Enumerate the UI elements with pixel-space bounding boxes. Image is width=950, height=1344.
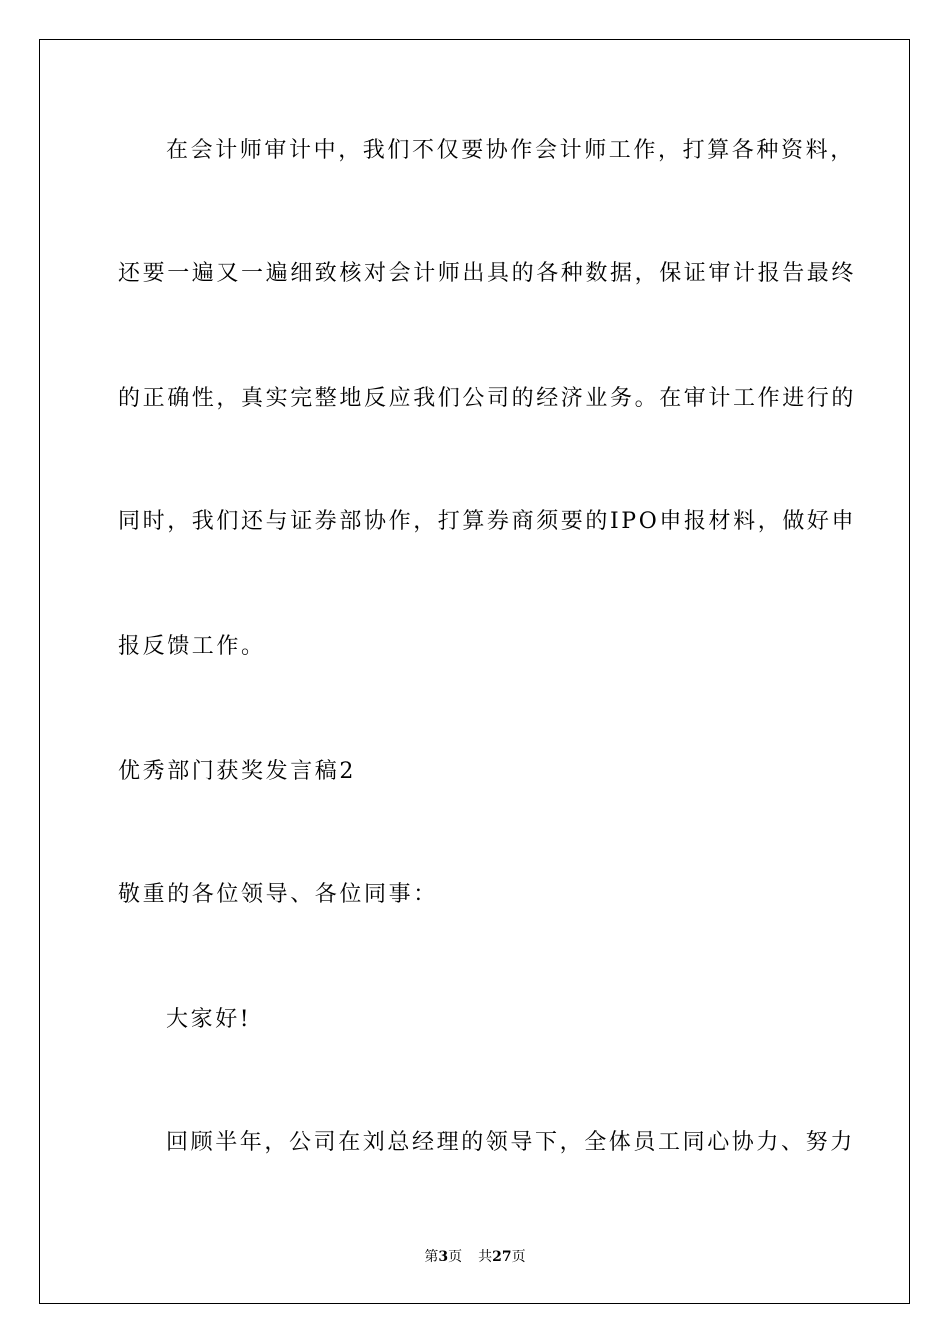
- paragraph-line: 在会计师审计中，我们不仅要协作会计师工作，打算各种资料，: [166, 138, 855, 163]
- total-pages: 27: [492, 1249, 512, 1265]
- page-suffix: 页: [448, 1249, 463, 1265]
- salutation: 敬重的各位领导、各位同事：: [118, 882, 438, 907]
- page-prefix: 第: [424, 1249, 439, 1265]
- paragraph-line: 回顾半年，公司在刘总经理的领导下，全体员工同心协力、努力: [166, 1130, 855, 1155]
- page-footer: [0, 1247, 950, 1267]
- greeting: 大家好!: [166, 1007, 252, 1032]
- paragraph-line: 报反馈工作。: [118, 634, 266, 659]
- page-frame: [39, 39, 910, 1304]
- paragraph-line: 同时，我们还与证券部协作，打算券商须要的IPO申报材料，做好申: [118, 509, 857, 534]
- page-number: 3: [438, 1249, 449, 1265]
- paragraph-line: 还要一遍又一遍细致核对会计师出具的各种数据，保证审计报告最终: [118, 261, 857, 286]
- section-heading: 优秀部门获奖发言稿2: [118, 759, 356, 784]
- total-prefix: 共: [478, 1249, 493, 1265]
- paragraph-line: 的正确性，真实完整地反应我们公司的经济业务。在审计工作进行的: [118, 386, 857, 411]
- total-suffix: 页: [511, 1249, 526, 1265]
